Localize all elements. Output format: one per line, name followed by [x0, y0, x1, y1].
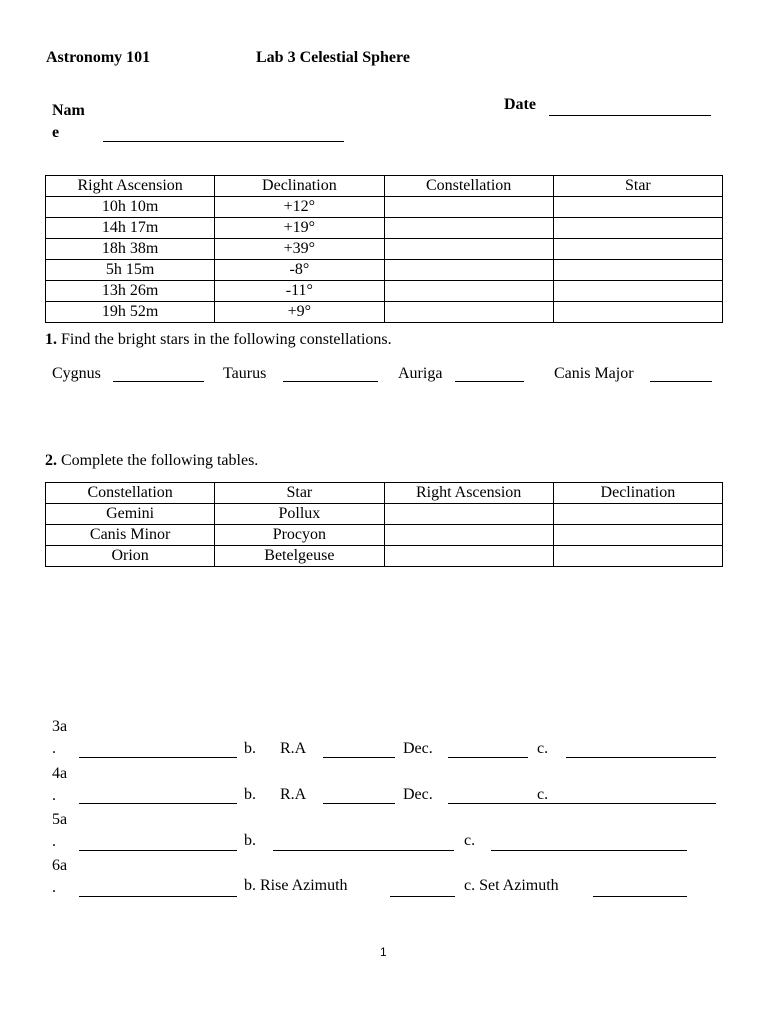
constellation-answer-cell[interactable]: [384, 218, 553, 239]
q3-ra-field[interactable]: [323, 757, 395, 758]
constellation-star-table: [45, 482, 723, 567]
cygnus-label: Cygnus: [52, 365, 101, 382]
question-6-dot: .: [52, 879, 56, 896]
q5c-answer-field[interactable]: [491, 850, 687, 851]
header-cell: Constellation: [384, 176, 553, 197]
question-2: [45, 452, 258, 470]
constellation-cell: Canis Minor: [46, 525, 215, 546]
q3a-answer-field[interactable]: [79, 757, 237, 758]
q5b-label: b.: [244, 832, 256, 849]
q3c-label: c.: [537, 740, 549, 757]
table-header-row: [46, 176, 723, 197]
question-4-dot: .: [52, 787, 56, 804]
question-1: [45, 331, 392, 349]
constellation-answer-cell[interactable]: [384, 260, 553, 281]
question-5-dot: .: [52, 833, 56, 850]
coordinates-table: [45, 175, 723, 323]
question-2-number: 2.: [45, 452, 57, 469]
name-field[interactable]: [103, 141, 344, 142]
taurus-label: Taurus: [223, 365, 267, 382]
set-azimuth-field[interactable]: [593, 896, 687, 897]
dec-answer-cell[interactable]: [553, 504, 722, 525]
q3b-label: b.: [244, 740, 256, 757]
star-answer-cell[interactable]: [553, 197, 722, 218]
auriga-label: Auriga: [398, 365, 443, 382]
date-label: Date: [504, 96, 536, 113]
ra-cell: 5h 15m: [46, 260, 215, 281]
dec-answer-cell[interactable]: [553, 525, 722, 546]
constellation-answer-cell[interactable]: [384, 197, 553, 218]
table-header-row: [46, 483, 723, 504]
question-6-label: 6a: [52, 857, 68, 874]
header-cell: Right Ascension: [384, 483, 553, 504]
star-answer-cell[interactable]: [553, 281, 722, 302]
ra-cell: 18h 38m: [46, 239, 215, 260]
q4b-label: b.: [244, 786, 256, 803]
table-row: [46, 197, 723, 218]
rise-azimuth-label: b. Rise Azimuth: [244, 877, 348, 894]
q5c-label: c.: [464, 832, 476, 849]
star-cell: Betelgeuse: [215, 546, 384, 567]
question-3-dot: .: [52, 740, 56, 757]
star-cell: Pollux: [215, 504, 384, 525]
constellation-cell: Gemini: [46, 504, 215, 525]
table-row: [46, 302, 723, 323]
q4-dec-label: Dec.: [403, 786, 433, 803]
taurus-answer-field[interactable]: [283, 381, 378, 382]
dec-cell: +12°: [215, 197, 384, 218]
ra-cell: 19h 52m: [46, 302, 215, 323]
page-number: 1: [380, 945, 387, 959]
table-row: [46, 260, 723, 281]
dec-cell: +19°: [215, 218, 384, 239]
q4-ra-field[interactable]: [323, 803, 395, 804]
dec-cell: +39°: [215, 239, 384, 260]
cygnus-answer-field[interactable]: [113, 381, 204, 382]
set-azimuth-label: c. Set Azimuth: [464, 877, 559, 894]
header-cell: Right Ascension: [46, 176, 215, 197]
dec-cell: -11°: [215, 281, 384, 302]
q3-dec-label: Dec.: [403, 740, 433, 757]
table-row: [46, 546, 723, 567]
question-3-label: 3a: [52, 718, 68, 735]
star-answer-cell[interactable]: [553, 302, 722, 323]
star-answer-cell[interactable]: [553, 218, 722, 239]
dec-cell: +9°: [215, 302, 384, 323]
dec-cell: -8°: [215, 260, 384, 281]
date-field[interactable]: [549, 115, 711, 116]
ra-cell: 13h 26m: [46, 281, 215, 302]
header-cell: Star: [215, 483, 384, 504]
q5b-answer-field[interactable]: [273, 850, 454, 851]
question-5-label: 5a: [52, 811, 68, 828]
canis-major-label: Canis Major: [554, 365, 634, 382]
lab-title: Lab 3 Celestial Sphere: [256, 49, 410, 66]
q3c-answer-field[interactable]: [566, 757, 716, 758]
constellation-answer-cell[interactable]: [384, 239, 553, 260]
table-row: [46, 504, 723, 525]
q5a-answer-field[interactable]: [79, 850, 237, 851]
star-answer-cell[interactable]: [553, 260, 722, 281]
q3-ra-label: R.A: [280, 740, 307, 757]
constellation-answer-cell[interactable]: [384, 302, 553, 323]
star-cell: Procyon: [215, 525, 384, 546]
header-cell: Constellation: [46, 483, 215, 504]
table-row: [46, 239, 723, 260]
q3-dec-field[interactable]: [448, 757, 528, 758]
name-label-wrap: e: [52, 124, 60, 141]
course-title: Astronomy 101: [46, 49, 151, 66]
q4c-label: c.: [537, 786, 549, 803]
auriga-answer-field[interactable]: [455, 381, 524, 382]
ra-answer-cell[interactable]: [384, 525, 553, 546]
canis-major-answer-field[interactable]: [650, 381, 712, 382]
header-cell: Declination: [215, 176, 384, 197]
star-answer-cell[interactable]: [553, 239, 722, 260]
q4-dec-field[interactable]: [448, 803, 716, 804]
ra-cell: 10h 10m: [46, 197, 215, 218]
header-cell: Declination: [553, 483, 722, 504]
question-2-text: Complete the following tables.: [57, 452, 259, 469]
name-label: Nam: [52, 102, 85, 119]
table-row: [46, 281, 723, 302]
ra-answer-cell[interactable]: [384, 504, 553, 525]
header-cell: Star: [553, 176, 722, 197]
q4-ra-label: R.A: [280, 786, 307, 803]
rise-azimuth-field[interactable]: [390, 896, 455, 897]
table-row: [46, 525, 723, 546]
constellation-cell: Orion: [46, 546, 215, 567]
ra-cell: 14h 17m: [46, 218, 215, 239]
question-4-label: 4a: [52, 765, 68, 782]
constellation-answer-cell[interactable]: [384, 281, 553, 302]
ra-answer-cell[interactable]: [384, 546, 553, 567]
question-1-number: 1.: [45, 331, 57, 348]
question-1-text: Find the bright stars in the following constellations.: [57, 331, 392, 348]
table-row: [46, 218, 723, 239]
dec-answer-cell[interactable]: [553, 546, 722, 567]
q4a-answer-field[interactable]: [79, 803, 237, 804]
q6a-answer-field[interactable]: [79, 896, 237, 897]
